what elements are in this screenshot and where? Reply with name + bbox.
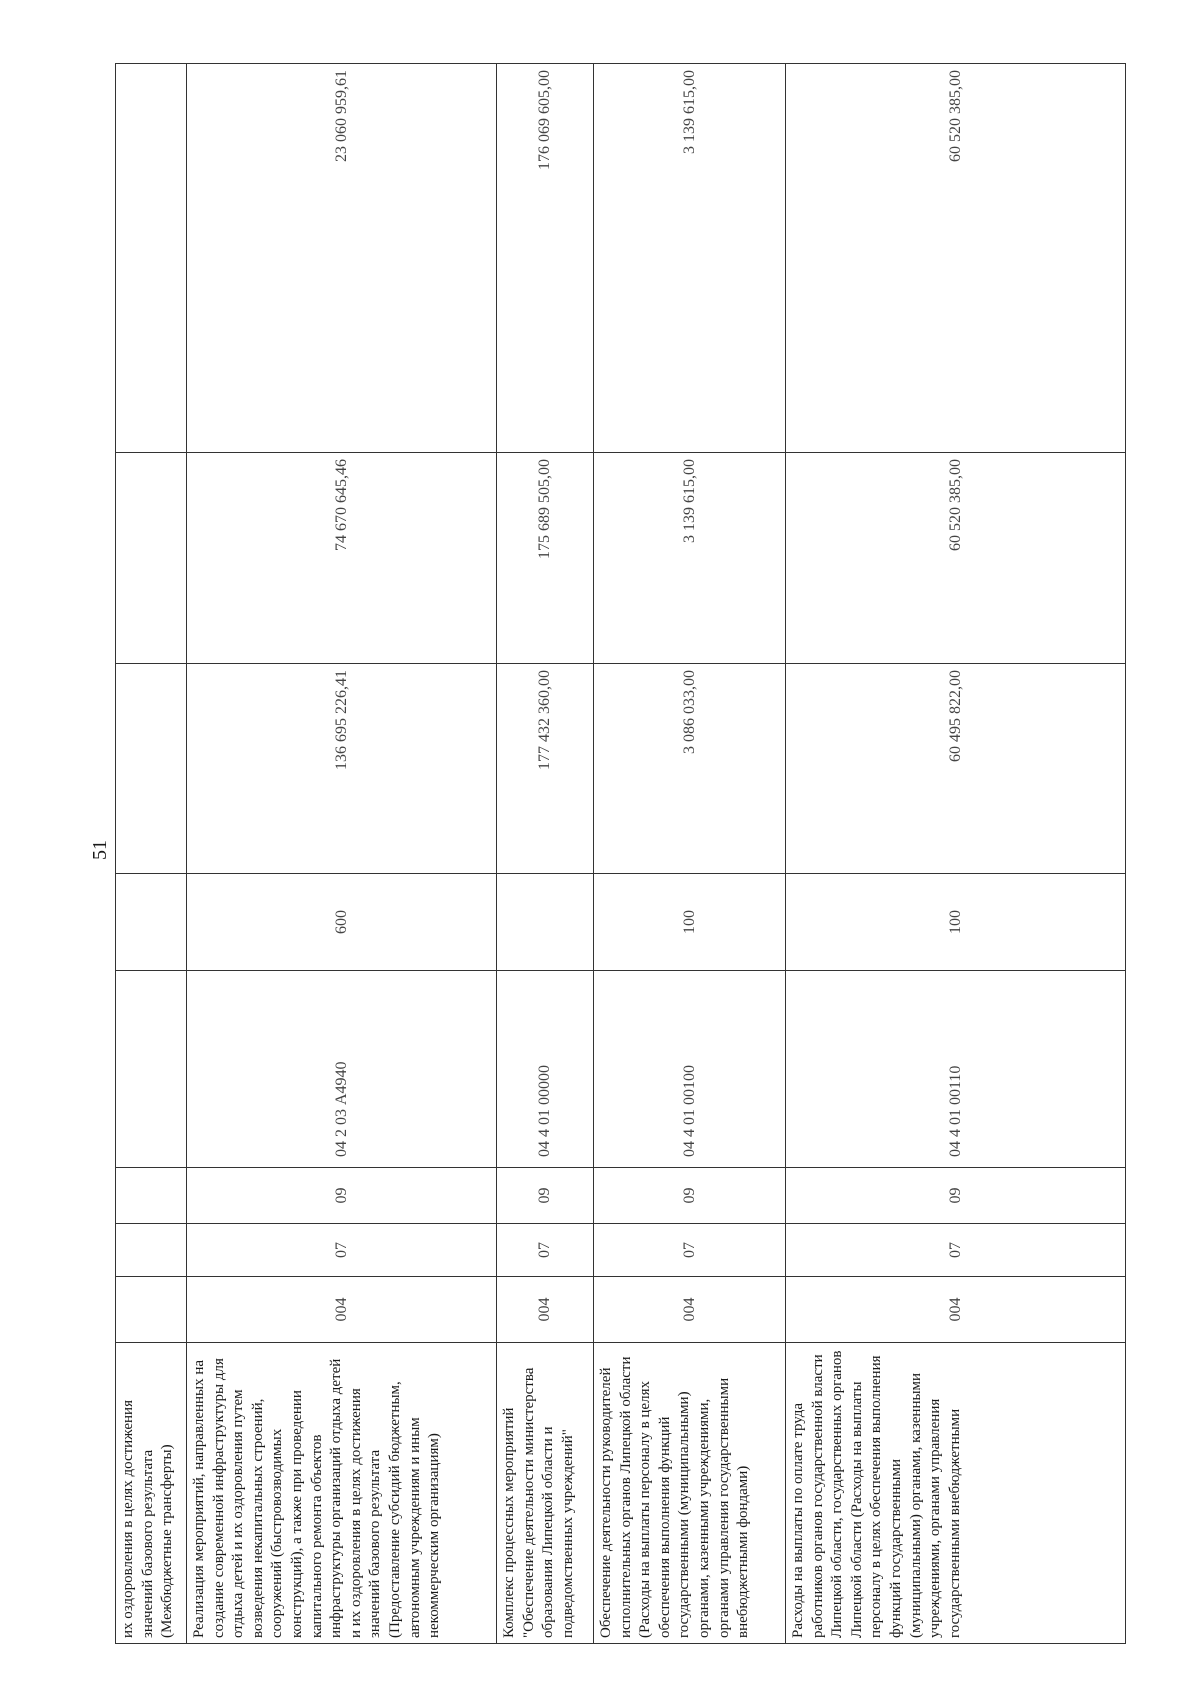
table-row (594, 64, 786, 1644)
section-code: 07 (497, 1224, 594, 1277)
expense-type-code: 100 (786, 874, 1126, 971)
amount-2 (116, 453, 187, 664)
section-code: 07 (594, 1224, 786, 1277)
section-code: 07 (786, 1224, 1126, 1277)
target-article-code: 04 4 01 00110 (786, 971, 1126, 1168)
expense-type-code (116, 874, 187, 971)
amount-3: 60 520 385,00 (786, 64, 1126, 453)
subsection-code (116, 1168, 187, 1224)
subsection-code: 09 (786, 1168, 1126, 1224)
table-row (786, 64, 1126, 1644)
section-code (116, 1224, 187, 1277)
table-row (187, 64, 497, 1644)
table-row (497, 64, 594, 1644)
amount-1: 3 086 033,00 (594, 664, 786, 874)
amount-1: 177 432 360,00 (497, 664, 594, 874)
budget-table (115, 63, 1126, 1644)
expense-type-code: 600 (187, 874, 497, 971)
target-article-code (116, 971, 187, 1168)
budget-table-container (116, 63, 1126, 1643)
target-article-code: 04 4 01 00000 (497, 971, 594, 1168)
target-article-code: 04 4 01 00100 (594, 971, 786, 1168)
amount-1 (116, 664, 187, 874)
amount-3 (116, 64, 187, 453)
row-description: Реализация мероприятий, направленных на создание современной инфраструктуры для отдыха детей и их оздоровления путем возведения некапитальных строений, сооружений (быстровозводимых конструкций), а также при проведении капитального ремонта объектов инфраструктуры организаций отдыха детей и их оздоровления в целях достижения значений базового результата (Предоставление субсидий бюджетным, автономным учреждениям и иным некоммерческим организациям) (187, 1343, 497, 1644)
amount-2: 60 520 385,00 (786, 453, 1126, 664)
ministry-code: 004 (594, 1277, 786, 1343)
row-description: Комплекс процессных мероприятий "Обеспечение деятельности министерства образования Липецкой области и подведомственных учреждений" (497, 1343, 594, 1644)
ministry-code: 004 (497, 1277, 594, 1343)
subsection-code: 09 (497, 1168, 594, 1224)
row-description: Расходы на выплаты по оплате труда работников органов государственной власти Липецкой области, государственных органов Липецкой области (Расходы на выплаты персоналу в целях обеспечения выполнения функций государственными (муниципальными) органами, казенными учреждениями, органами управления государственными внебюджетными (786, 1343, 1126, 1644)
amount-2: 74 670 645,46 (187, 453, 497, 664)
amount-3: 3 139 615,00 (594, 64, 786, 453)
amount-1: 136 695 226,41 (187, 664, 497, 874)
amount-2: 3 139 615,00 (594, 453, 786, 664)
amount-2: 175 689 505,00 (497, 453, 594, 664)
ministry-code: 004 (786, 1277, 1126, 1343)
target-article-code: 04 2 03 А4940 (187, 971, 497, 1168)
row-description: их оздоровления в целях достижения значений базового результата (Межбюджетные трансферты) (116, 1343, 187, 1644)
table-row (116, 64, 187, 1644)
ministry-code (116, 1277, 187, 1343)
row-description: Обеспечение деятельности руководителей исполнительных органов Липецкой области (Расходы на выплаты персоналу в целях обеспечения выполнения функций государственными (муниципальными) органами, казенными учреждениями, органами управления государственными внебюджетными фондами) (594, 1343, 786, 1644)
subsection-code: 09 (187, 1168, 497, 1224)
expense-type-code (497, 874, 594, 971)
section-code: 07 (187, 1224, 497, 1277)
amount-3: 176 069 605,00 (497, 64, 594, 453)
page-number: 51 (89, 840, 111, 860)
amount-3: 23 060 959,61 (187, 64, 497, 453)
expense-type-code: 100 (594, 874, 786, 971)
amount-1: 60 495 822,00 (786, 664, 1126, 874)
subsection-code: 09 (594, 1168, 786, 1224)
ministry-code: 004 (187, 1277, 497, 1343)
